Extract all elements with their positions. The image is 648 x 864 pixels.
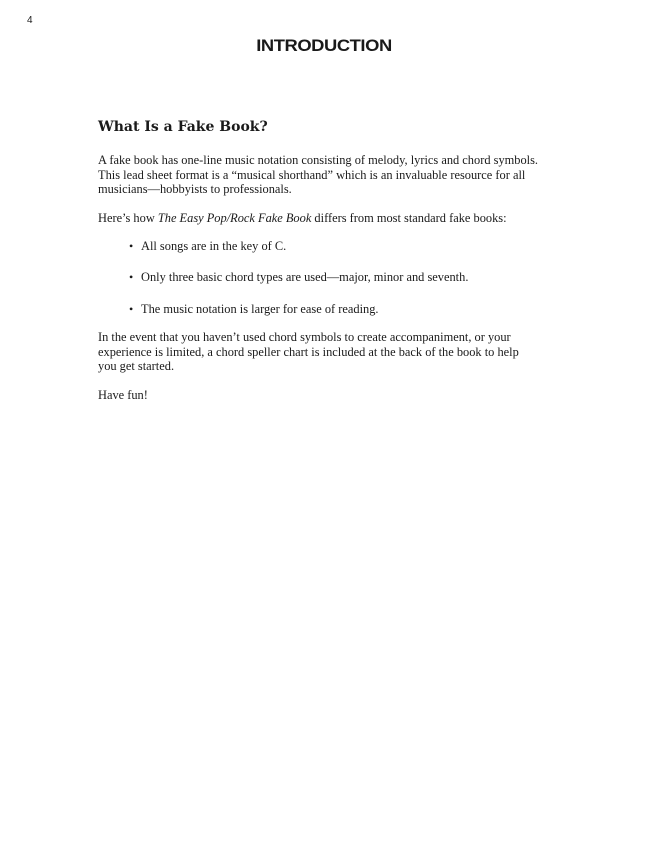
bullet-icon: • <box>129 270 134 285</box>
paragraph-line: A fake book has one-line music notation consisting of melody, lyrics and chord symbols. <box>98 153 539 167</box>
paragraph-line: you get started. <box>98 359 175 374</box>
list-item-text: The music notation is larger for ease of reading. <box>141 301 379 316</box>
page-title: INTRODUCTION <box>256 36 392 55</box>
paragraph-differences-intro <box>98 211 548 226</box>
bullet-icon: • <box>129 301 134 316</box>
paragraph-line: musicians—hobbyists to professionals. <box>98 182 292 197</box>
differences-list <box>98 239 548 316</box>
main-content <box>98 117 548 417</box>
list-item-text: Only three basic chord types are used—major, minor and seventh. <box>141 270 469 285</box>
paragraph-line: experience is limited, a chord speller chart is included at the back of the book to help <box>98 344 519 359</box>
page-number: 4 <box>27 15 33 26</box>
book-title: The Easy Pop/Rock Fake Book <box>157 210 312 225</box>
closing-line: Have fun! <box>98 387 148 402</box>
paragraph-definition <box>98 153 548 197</box>
bullet-icon: • <box>129 239 134 254</box>
section-heading: What Is a Fake Book? <box>98 119 268 135</box>
intro-text-after: differs from most standard fake books: <box>311 210 507 225</box>
paragraph-line: This lead sheet format is a “musical shorthand” which is an invaluable resource for all <box>98 167 526 182</box>
intro-text-before: Here’s how <box>98 210 158 225</box>
list-item <box>98 270 548 285</box>
paragraph-chord-speller <box>98 330 548 374</box>
paragraph-line: In the event that you haven’t used chord symbols to create accompaniment, or your <box>98 330 511 345</box>
list-item <box>98 239 548 254</box>
list-item <box>98 302 548 317</box>
list-item-text: All songs are in the key of C. <box>141 239 287 254</box>
